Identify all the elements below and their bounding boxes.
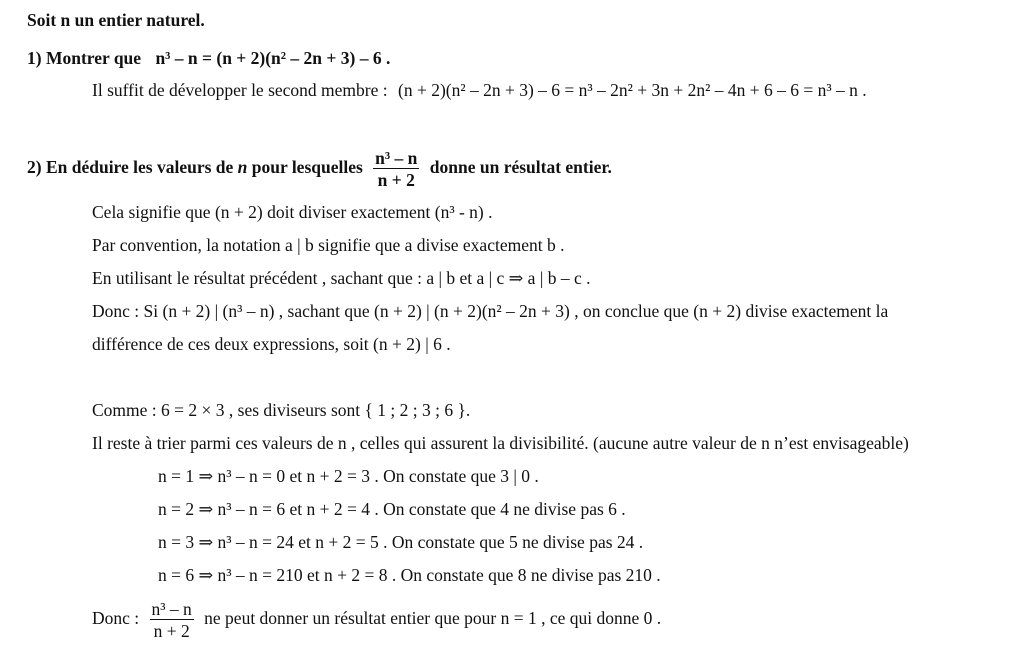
q2-line-2: Par convention, la notation a | b signifie que a divise exactement b . xyxy=(92,235,565,255)
q2-heading-start: 2) En déduire les valeurs de xyxy=(27,157,234,177)
case-n3: n = 3 ⇒ n³ – n = 24 et n + 2 = 5 . On constate que 5 ne divise pas 24 . xyxy=(158,532,644,552)
q1-answer-prefix: Il suffit de développer le second membre : xyxy=(92,80,388,100)
q1-heading-label: 1) Montrer que xyxy=(27,48,142,68)
conclusion xyxy=(92,596,661,640)
case-n6: n = 6 ⇒ n³ – n = 210 et n + 2 = 8 . On constate que 8 ne divise pas 210 . xyxy=(158,565,661,585)
q2-line-1: Cela signifie que (n + 2) doit diviser exactement (n³ - n) . xyxy=(92,202,493,222)
q2-heading-mid: pour lesquelles xyxy=(251,157,363,177)
q2-line-7: Il reste à trier parmi ces valeurs de n , celles qui assurent la divisibilité. (aucune autre valeur de n n’est envisageable) xyxy=(92,433,909,453)
conclusion-prefix: Donc : xyxy=(92,608,140,628)
q2-heading xyxy=(27,148,612,189)
q2-heading-var: n xyxy=(237,157,248,177)
q2-line-4: Donc : Si (n + 2) | (n³ – n) , sachant que (n + 2) | (n + 2)(n² – 2n + 3) , on conclue que (n + 2) divise exactement la xyxy=(92,301,889,321)
q2-line-5: différence de ces deux expressions, soit (n + 2) | 6 . xyxy=(92,334,451,354)
q2-heading-fraction xyxy=(373,149,419,189)
q1-answer xyxy=(92,80,867,100)
q1-heading xyxy=(27,48,390,68)
fraction-denominator: n + 2 xyxy=(153,620,190,641)
fraction-denominator: n + 2 xyxy=(377,169,415,190)
fraction-numerator: n³ – n xyxy=(375,147,418,168)
conclusion-fraction xyxy=(150,600,194,640)
exercise-title: Soit n un entier naturel. xyxy=(27,10,205,30)
q2-line-6: Comme : 6 = 2 × 3 , ses diviseurs sont { 1 ; 2 ; 3 ; 6 }. xyxy=(92,400,471,420)
conclusion-text: ne peut donner un résultat entier que pour n = 1 , ce qui donne 0 . xyxy=(204,608,662,628)
q2-heading-end: donne un résultat entier. xyxy=(429,157,612,177)
q1-answer-formula: (n + 2)(n² – 2n + 3) – 6 = n³ – 2n² + 3n + 2n² – 4n + 6 – 6 = n³ – n . xyxy=(398,80,867,100)
q1-formula: n³ – n = (n + 2)(n² – 2n + 3) – 6 . xyxy=(155,48,391,68)
case-n2: n = 2 ⇒ n³ – n = 6 et n + 2 = 4 . On constate que 4 ne divise pas 6 . xyxy=(158,499,626,519)
case-n1: n = 1 ⇒ n³ – n = 0 et n + 2 = 3 . On constate que 3 | 0 . xyxy=(158,466,539,486)
q2-line-3: En utilisant le résultat précédent , sachant que : a | b et a | c ⇒ a | b – c . xyxy=(92,268,591,288)
fraction-numerator: n³ – n xyxy=(151,598,192,619)
